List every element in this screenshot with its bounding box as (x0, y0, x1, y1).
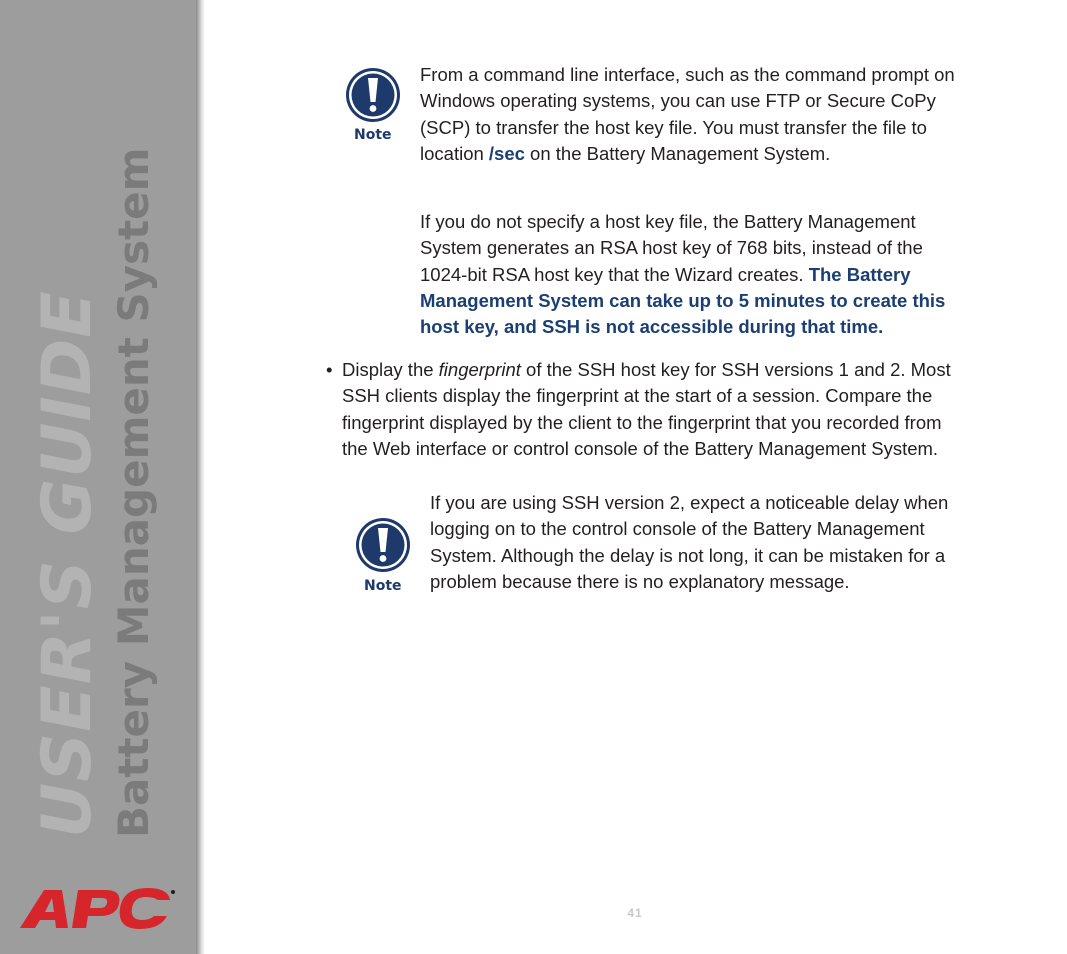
apc-logo (18, 886, 176, 930)
sec-path: /sec (488, 142, 525, 164)
bullet-text: of the SSH host key for SSH versions 1 and 2. Most SSH clients display the fingerprint at the start of a session. Compare the fingerprint displayed by the client to the fingerprint that you recorded from the Web interface or control console of the Battery Management System. (342, 359, 951, 459)
fingerprint-term: fingerprint (438, 359, 521, 380)
page-number: 41 (627, 906, 643, 920)
note-label: Note (364, 578, 402, 594)
sidebar-shadow (196, 0, 205, 954)
guide-subtitle: Battery Management System (109, 147, 158, 838)
registered-mark (171, 890, 175, 894)
note-label: Note (354, 127, 392, 143)
bullet-text: Display the (342, 359, 439, 380)
note-text: From a command line interface, such as the command prompt on Windows operating systems, you can use FTP or Secure CoPy (SCP) to transfer the host key file. You must transfer the file to location (420, 64, 955, 164)
note-warning: The Battery Management System can take up to 5 minutes to create this host key, and SSH is not accessible during that time. (420, 263, 946, 338)
note-paragraph (430, 490, 970, 595)
note-paragraph (420, 209, 975, 340)
note-text: If you do not specify a host key file, the Battery Management System generates an RSA host key of 768 bits, instead of the 1024-bit RSA host key that the Wizard creates. (420, 211, 923, 285)
bullet-paragraph (342, 357, 972, 462)
note-paragraph (420, 62, 975, 167)
bullet-mark: • (326, 359, 333, 380)
note-text: If you are using SSH version 2, expect a noticeable delay when logging on to the control console of the Battery Management System. Although the delay is not long, it can be mistaken for a problem because there is no explanatory message. (430, 492, 949, 592)
guide-title: USER'S GUIDE (28, 290, 107, 838)
note-text: on the Battery Management System. (524, 142, 831, 164)
